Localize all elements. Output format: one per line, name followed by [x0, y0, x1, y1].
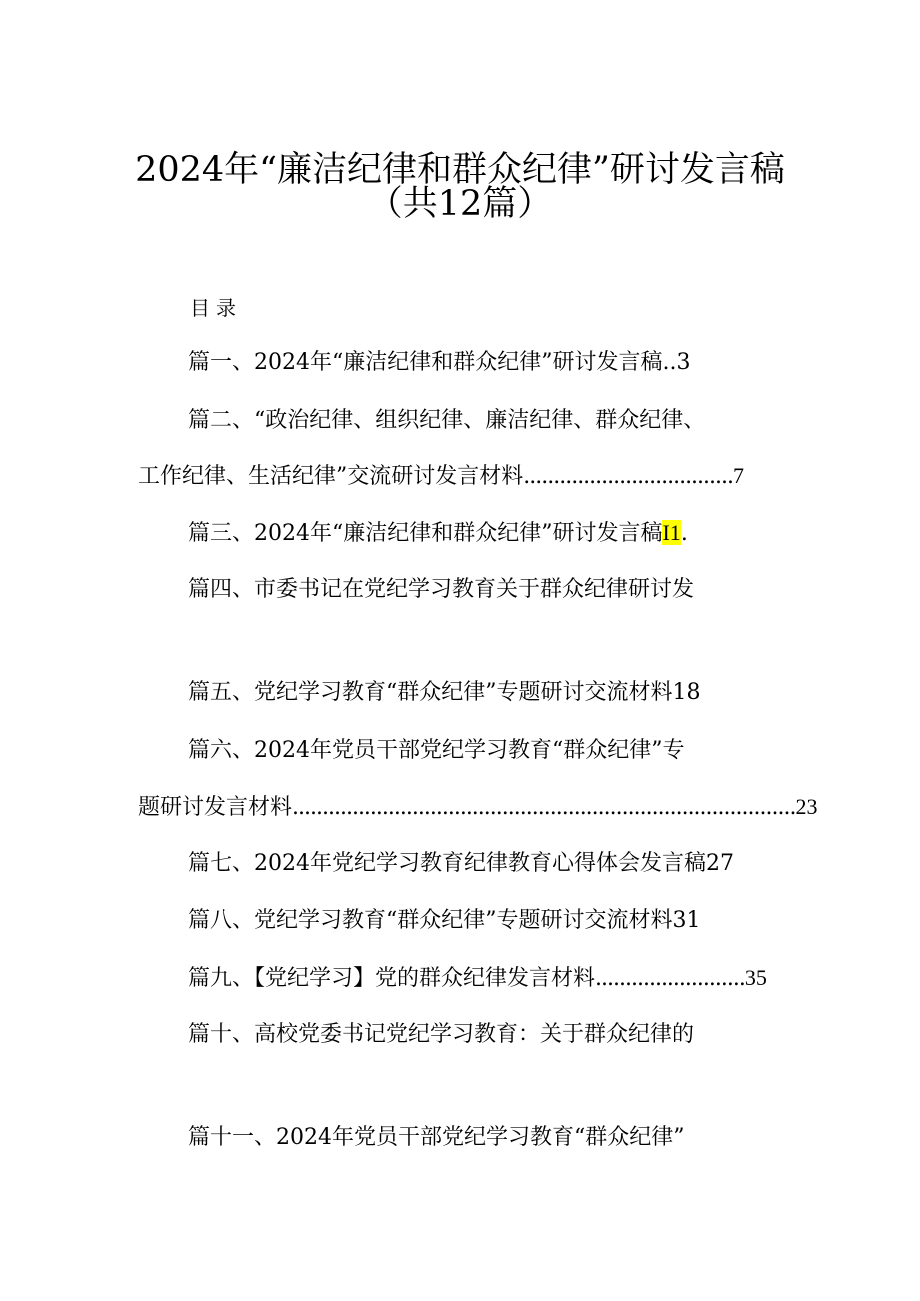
toc-entry-7	[188, 849, 734, 879]
toc-entry-10	[188, 1020, 694, 1050]
toc-entry-2-line1	[188, 406, 705, 436]
toc-entry-text: 篇九、【党纪学习】党的群众纪律发言材料	[188, 966, 596, 991]
toc-leader-dots: ...................................	[523, 464, 734, 489]
toc-entry-tail: .	[680, 521, 688, 546]
toc-entry-text: 篇八、党纪学习教育“群众纪律”专题研讨交流材料31	[188, 908, 701, 933]
toc-entry-6-line2	[138, 792, 817, 823]
toc-entry-6-line1	[188, 736, 684, 766]
toc-entry-text: 篇十、高校党委书记党纪学习教育：关于群众纪律的	[188, 1022, 695, 1047]
toc-entry-text: 题研讨发言材料	[138, 795, 293, 820]
toc-entry-text: 篇一、2024年“廉洁纪律和群众纪律”研讨发言稿..3	[188, 350, 691, 375]
toc-entry-text: 篇七、2024年党纪学习教育纪律教育心得体会发言稿27	[188, 851, 734, 876]
toc-entry-11	[188, 1123, 684, 1153]
toc-page-number: 35	[744, 965, 767, 990]
toc-entry-8	[188, 906, 701, 936]
toc-entry-text: 篇五、党纪学习教育“群众纪律”专题研讨交流材料18	[188, 680, 701, 705]
toc-heading: 目录	[190, 296, 242, 320]
toc-entry-text: 篇十一、2024年党员干部党纪学习教育“群众纪律”	[188, 1125, 685, 1150]
toc-entry-5	[188, 678, 701, 708]
toc-page-number-highlight: I1	[662, 520, 681, 545]
toc-page-number: 23	[795, 794, 818, 819]
toc-entry-text: 篇四、市委书记在党纪学习教育关于群众纪律研讨发	[188, 577, 695, 602]
document-title: 2024年“廉洁纪律和群众纪律”研讨发言稿	[135, 150, 785, 190]
toc-entry-9	[188, 963, 767, 994]
toc-entry-text: 篇三、2024年“廉洁纪律和群众纪律”研讨发言稿	[188, 521, 663, 546]
toc-entry-text: 篇六、2024年党员干部党纪学习教育“群众纪律”专	[188, 738, 685, 763]
toc-leader-dots: .........................	[595, 966, 745, 991]
toc-entry-text: 工作纪律、生活纪律”交流研讨发言材料	[138, 464, 524, 489]
toc-entry-3	[188, 518, 688, 549]
toc-entry-text: 篇二、“政治纪律、组织纪律、廉洁纪律、群众纪律、	[188, 408, 706, 433]
toc-leader-dots: ....................................................................................	[292, 795, 796, 820]
document-subtitle: （共12篇）	[367, 184, 553, 224]
toc-entry-2-line2	[138, 461, 744, 492]
toc-page-number: 7	[733, 463, 745, 488]
toc-entry-4	[188, 575, 694, 605]
toc-entry-1	[188, 348, 690, 378]
